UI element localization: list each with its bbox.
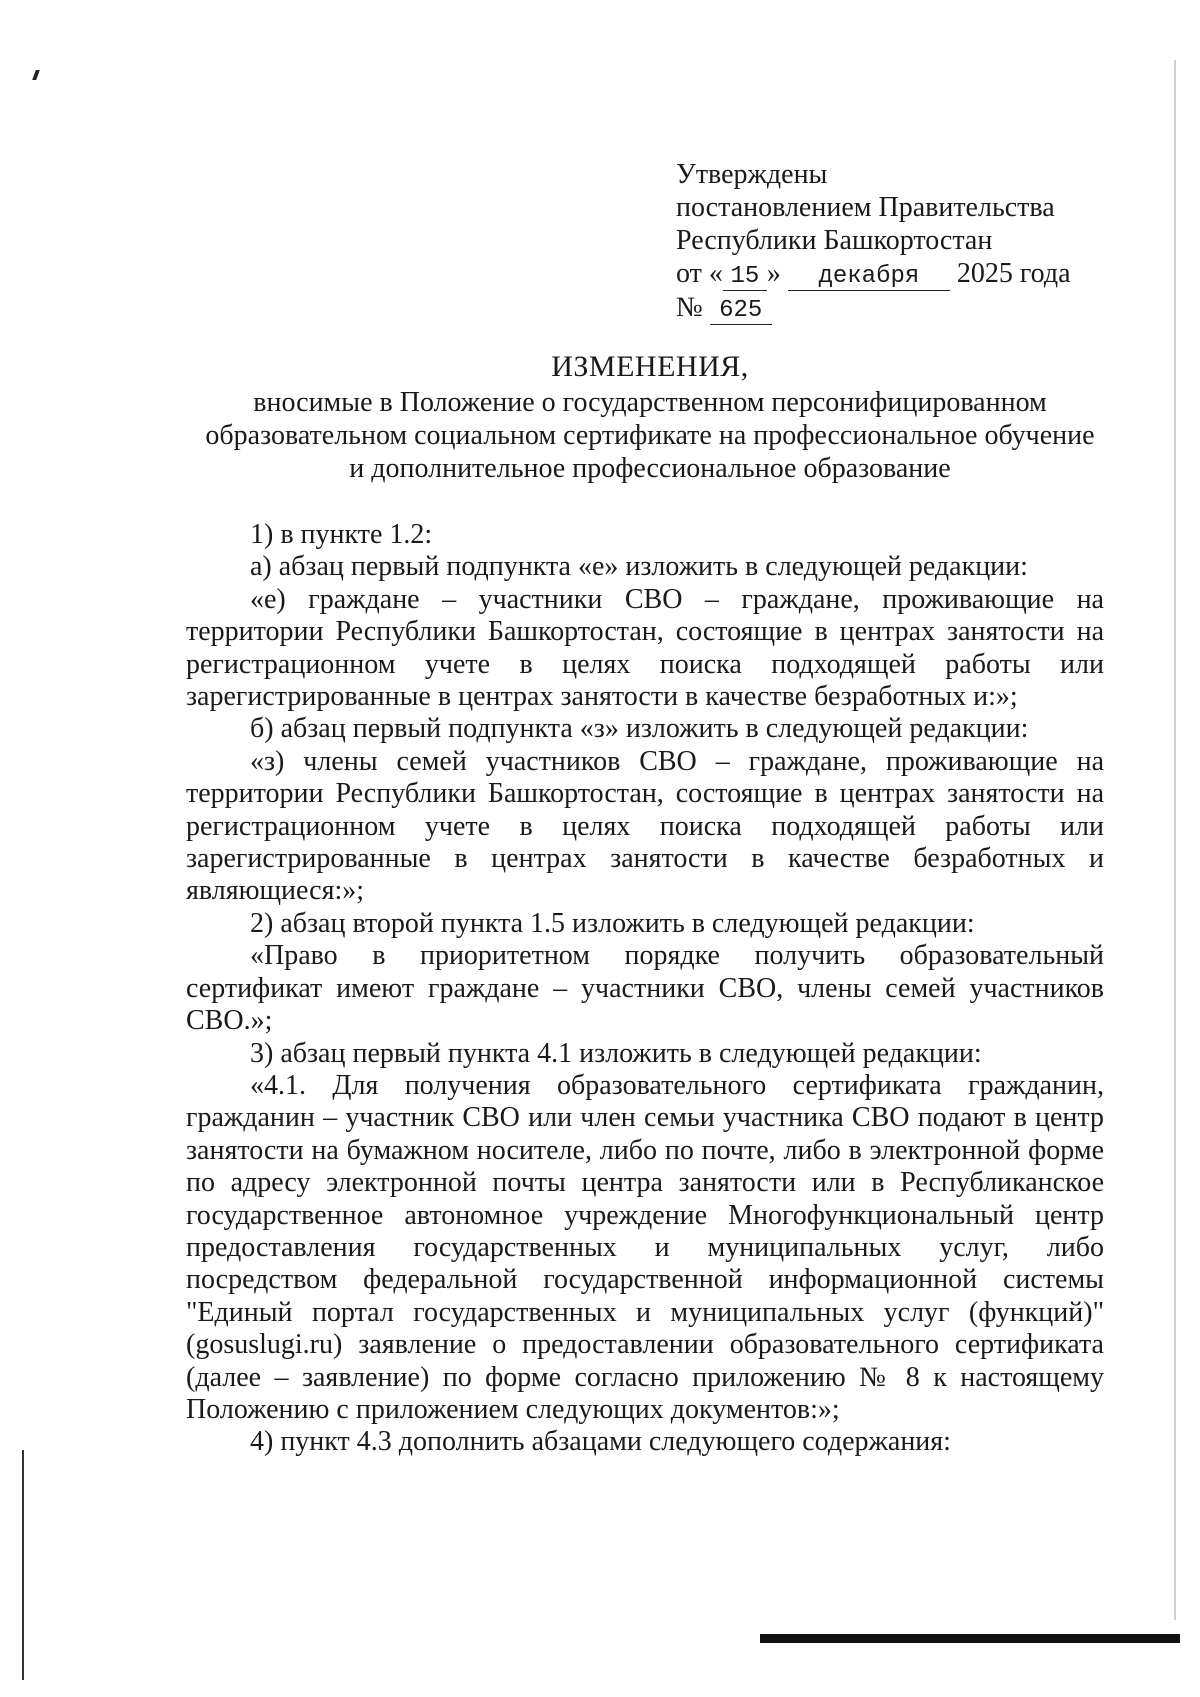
- document-subtitle: вносимые в Положение о государственном персонифицированном образовательном социальном сертификате на профессиональное обучение и дополнительное профессиональное образование: [205, 387, 1095, 484]
- scan-artifact-mark: [32, 70, 40, 80]
- body-paragraph: 4) пункт 4.3 дополнить абзацами следующего содержания:: [250, 1426, 951, 1458]
- number-prefix: №: [676, 292, 703, 323]
- date-day: 15: [723, 264, 767, 291]
- date-year: 2025 года: [956, 258, 1071, 289]
- approval-line-2: постановлением Правительства: [676, 192, 1055, 223]
- date-mid: »: [766, 258, 781, 289]
- document-body: [186, 519, 1104, 1459]
- body-paragraph: 2) абзац второй пункта 1.5 изложить в следующей редакции:: [250, 907, 975, 939]
- approval-date-line: [676, 257, 1116, 291]
- approval-number-line: [676, 291, 1116, 325]
- body-paragraph: «4.1. Для получения образовательного сертификата гражданин, гражданин – участник СВО или член семьи участника СВО подают в центр занятости на бумажном носителе, либо по почте, либо в электронной форме по адресу электронной почты центра занятости или в Республиканское государственное автономное учреждение Многофункциональный центр предоставления государственных и муниципальных услуг, либо посредством федеральной государственной информационной системы "Единый портал государственных и муниципальных услуг (функций)" (gosuslugi.ru) заявление о предоставлении образовательного сертификата (далее – заявление) по форме согласно приложению № 8 к настоящему Положению с приложением следующих документов:»;: [186, 1069, 1104, 1425]
- scan-edge-bottom: [760, 1634, 1180, 1643]
- document-number: 625: [710, 298, 772, 325]
- approval-line-1: Утверждены: [676, 159, 828, 190]
- date-month: декабря: [788, 264, 950, 291]
- document-title-block: [200, 350, 1100, 485]
- approval-line-3: Республики Башкортостан: [676, 225, 993, 256]
- body-paragraph: «Право в приоритетном порядке получить образовательный сертификат имеют граждане – участники СВО, члены семей участников СВО.»;: [186, 940, 1104, 1037]
- body-paragraph: б) абзац первый подпункта «з» изложить в следующей редакции:: [250, 713, 1029, 745]
- body-paragraph: 1) в пункте 1.2:: [250, 519, 433, 550]
- scan-edge-left: [22, 1450, 24, 1680]
- body-paragraph: 3) абзац первый пункта 4.1 изложить в следующей редакции:: [250, 1037, 982, 1069]
- body-paragraph: а) абзац первый подпункта «е» изложить в следующей редакции:: [250, 551, 1028, 583]
- document-title: ИЗМЕНЕНИЯ,: [551, 350, 749, 383]
- body-paragraph: «з) члены семей участников СВО – граждане, проживающие на территории Республики Башкортостан, состоящие в центрах занятости на регистрационном учете в целях поиска подходящей работы или зарегистрированные в центрах занятости в качестве безработных и являющиеся:»;: [186, 745, 1104, 907]
- body-paragraph: «е) граждане – участники СВО – граждане, проживающие на территории Республики Башкортостан, состоящие в центрах занятости на регистрационном учете в целях поиска подходящей работы или зарегистрированные в центрах занятости в качестве безработных и:»;: [186, 583, 1104, 713]
- scan-edge-right: [1174, 60, 1176, 1620]
- approval-stamp-block: [676, 158, 1116, 325]
- date-prefix: от «: [676, 258, 723, 289]
